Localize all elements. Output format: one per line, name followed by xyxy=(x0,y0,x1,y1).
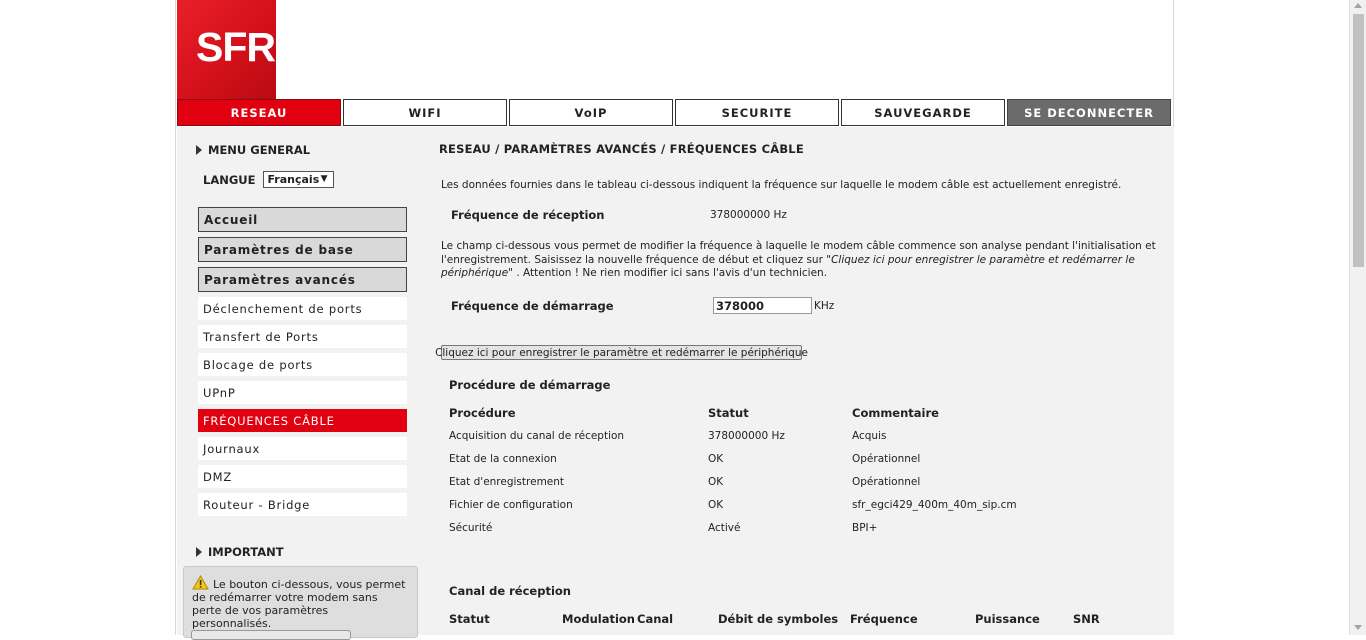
sfr-logo[interactable]: SFR xyxy=(177,0,276,99)
language-select[interactable] xyxy=(263,171,334,188)
menu-general-label: MENU GENERAL xyxy=(208,143,311,157)
procedure-header-procedure: Procédure xyxy=(449,406,516,420)
page-container xyxy=(175,0,1174,635)
procedure-cell: Etat d'enregistrement xyxy=(449,476,565,488)
start-freq-input[interactable] xyxy=(713,297,812,314)
procedure-cell: Activé xyxy=(708,522,741,534)
procedure-header-commentaire: Commentaire xyxy=(852,406,939,420)
language-value: Français xyxy=(267,173,320,186)
triangle-right-icon xyxy=(196,547,202,557)
help-text-quote: "Cliquez ici pour enregistrer le paramètre et redémarrer le périphérique" xyxy=(441,253,1135,279)
rx-channel-header-snr: SNR xyxy=(1073,612,1100,626)
rx-channel-header-debit: Débit de symboles xyxy=(718,612,839,626)
warning-icon xyxy=(192,575,209,590)
rx-channel-header-statut: Statut xyxy=(449,612,490,626)
menu-general-heading xyxy=(196,143,310,157)
help-text-part-2: . Attention ! Ne rien modifier ici sans l'avis d'un technicien. xyxy=(512,267,828,279)
start-freq-label: Fréquence de démarrage xyxy=(451,299,614,313)
triangle-right-icon xyxy=(196,145,202,155)
important-notice xyxy=(183,566,418,638)
sidebar-item-accueil[interactable]: Accueil xyxy=(198,207,407,232)
procedure-cell: sfr_egci429_400m_40m_sip.cm xyxy=(852,499,1017,511)
save-and-restart-button[interactable]: Cliquez ici pour enregistrer le paramètre et redémarrer le périphérique xyxy=(435,346,808,359)
procedure-cell: OK xyxy=(708,476,724,488)
content-area xyxy=(177,127,1174,635)
restart-modem-button[interactable] xyxy=(191,630,351,640)
tab-voip[interactable]: VoIP xyxy=(509,99,673,126)
procedure-cell: 378000000 Hz xyxy=(708,430,785,442)
sidebar-item-routeur-bridge[interactable]: Routeur - Bridge xyxy=(198,493,407,516)
language-row xyxy=(203,171,334,188)
start-freq-unit: KHz xyxy=(814,300,835,312)
logout-button[interactable]: SE DECONNECTER xyxy=(1007,99,1171,126)
rx-channel-title: Canal de réception xyxy=(449,584,571,598)
sidebar-item-dmz[interactable]: DMZ xyxy=(198,465,407,488)
sidebar-item-journaux[interactable]: Journaux xyxy=(198,437,407,460)
sidebar-item-parametres-de-base[interactable]: Paramètres de base xyxy=(198,237,407,262)
sidebar-item-frequences-cable[interactable]: FRÉQUENCES CÂBLE xyxy=(198,409,407,432)
sidebar-item-blocage-de-ports[interactable]: Blocage de ports xyxy=(198,353,407,376)
rx-channel-header-modulation: Modulation xyxy=(562,612,635,626)
main-nav xyxy=(177,99,1174,127)
rx-channel-header-canal: Canal xyxy=(637,612,674,626)
intro-text: Les données fournies dans le tableau ci-dessous indiquent la fréquence sur laquelle le modem câble est actuellement enregistré. xyxy=(441,179,1122,191)
start-freq-value: 378000 xyxy=(716,298,765,313)
scroll-thumb[interactable] xyxy=(1353,14,1364,267)
tab-securite[interactable]: SECURITE xyxy=(675,99,839,126)
rx-channel-header-puissance: Puissance xyxy=(975,612,1040,626)
rx-freq-value: 378000000 Hz xyxy=(710,209,787,221)
important-heading xyxy=(196,545,284,559)
procedure-cell: OK xyxy=(708,499,724,511)
tab-sauvegarde[interactable]: SAUVEGARDE xyxy=(841,99,1005,126)
procedure-cell: Opérationnel xyxy=(852,453,921,465)
sidebar-item-parametres-avances[interactable]: Paramètres avancés xyxy=(198,267,407,292)
help-text xyxy=(441,240,1161,281)
procedure-cell: BPI+ xyxy=(852,522,878,534)
procedure-cell: Etat de la connexion xyxy=(449,453,557,465)
tab-wifi[interactable]: WIFI xyxy=(343,99,507,126)
procedure-cell: OK xyxy=(708,453,724,465)
procedure-cell: Opérationnel xyxy=(852,476,921,488)
language-label: LANGUE xyxy=(203,172,256,187)
sidebar-item-upnp[interactable]: UPnP xyxy=(198,381,407,404)
scroll-up-arrow-icon[interactable] xyxy=(1354,3,1362,8)
vertical-scrollbar[interactable] xyxy=(1349,0,1366,635)
breadcrumb: RESEAU / PARAMÈTRES AVANCÉS / FRÉQUENCES CÂBLE xyxy=(439,142,804,156)
procedure-title: Procédure de démarrage xyxy=(449,378,611,392)
sidebar-item-transfert-de-ports[interactable]: Transfert de Ports xyxy=(198,325,407,348)
procedure-header-statut: Statut xyxy=(708,406,749,420)
rx-freq-label: Fréquence de réception xyxy=(451,208,605,222)
procedure-cell: Sécurité xyxy=(449,522,493,534)
important-text: Le bouton ci-dessous, vous permet de redémarrer votre modem sans perte de vos paramètres personnalisés. xyxy=(192,578,406,630)
sidebar-item-declenchement-de-ports[interactable]: Déclenchement de ports xyxy=(198,297,407,320)
tab-reseau[interactable]: RESEAU xyxy=(177,99,341,126)
procedure-cell: Acquisition du canal de réception xyxy=(449,430,625,442)
help-text-part-1: Le champ ci-dessous vous permet de modifier la fréquence à laquelle le modem câble commence son analyse pendant l'initialisation et l'enregistrement. Saisissez la nouvelle fréquence de début et cliquez sur xyxy=(441,240,1156,266)
procedure-cell: Acquis xyxy=(852,430,887,442)
dropdown-arrow-icon: ▼ xyxy=(320,174,328,184)
rx-channel-header-frequence: Fréquence xyxy=(850,612,918,626)
important-label: IMPORTANT xyxy=(208,545,284,559)
scroll-down-arrow-icon[interactable] xyxy=(1354,625,1362,630)
procedure-cell: Fichier de configuration xyxy=(449,499,573,511)
